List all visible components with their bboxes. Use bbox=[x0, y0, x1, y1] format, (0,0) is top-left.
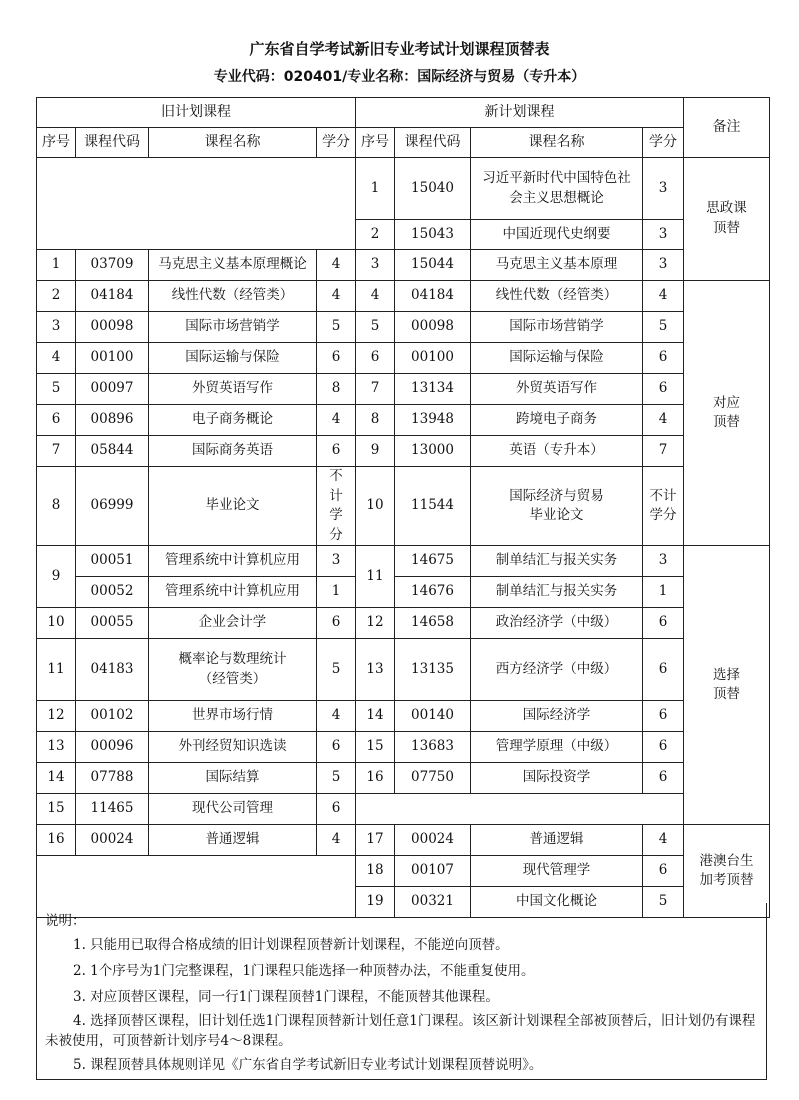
old-code: 00896 bbox=[76, 405, 149, 436]
table-row bbox=[37, 763, 770, 794]
old-credit: 1 bbox=[317, 577, 356, 608]
old-code: 00052 bbox=[76, 577, 149, 608]
old-seq: 6 bbox=[37, 405, 76, 436]
empty-old-cell bbox=[37, 158, 356, 250]
table-row bbox=[37, 281, 770, 312]
old-code: 04184 bbox=[76, 281, 149, 312]
old-name-header: 课程名称 bbox=[149, 128, 317, 158]
new-code: 14658 bbox=[395, 608, 471, 639]
new-seq: 9 bbox=[356, 436, 395, 467]
old-name: 线性代数（经管类） bbox=[149, 281, 317, 312]
table-row bbox=[37, 312, 770, 343]
new-credit: 4 bbox=[643, 281, 684, 312]
new-credit: 6 bbox=[643, 763, 684, 794]
old-name: 国际运输与保险 bbox=[149, 343, 317, 374]
old-code: 00055 bbox=[76, 608, 149, 639]
table-row bbox=[37, 343, 770, 374]
old-seq: 2 bbox=[37, 281, 76, 312]
old-code: 00102 bbox=[76, 701, 149, 732]
old-code: 00100 bbox=[76, 343, 149, 374]
new-credit: 6 bbox=[643, 701, 684, 732]
new-credit: 6 bbox=[643, 343, 684, 374]
new-credit: 3 bbox=[643, 250, 684, 281]
old-name: 普通逻辑 bbox=[149, 825, 317, 856]
table-row bbox=[37, 608, 770, 639]
new-credit: 7 bbox=[643, 436, 684, 467]
old-seq: 8 bbox=[37, 467, 76, 546]
old-name: 企业会计学 bbox=[149, 608, 317, 639]
old-credit: 5 bbox=[317, 312, 356, 343]
new-code: 15040 bbox=[395, 158, 471, 220]
remark-group: 港澳台生加考顶替 bbox=[684, 825, 770, 918]
new-code: 00107 bbox=[395, 856, 471, 887]
table-row bbox=[37, 639, 770, 701]
old-seq: 15 bbox=[37, 794, 76, 825]
old-seq: 1 bbox=[37, 250, 76, 281]
old-seq: 13 bbox=[37, 732, 76, 763]
new-code-header: 课程代码 bbox=[395, 128, 471, 158]
new-credit: 4 bbox=[643, 825, 684, 856]
new-plan-header: 新计划课程 bbox=[356, 98, 684, 128]
new-code: 13683 bbox=[395, 732, 471, 763]
old-credit: 5 bbox=[317, 639, 356, 701]
new-code: 00098 bbox=[395, 312, 471, 343]
table-row bbox=[37, 250, 770, 281]
new-code: 07750 bbox=[395, 763, 471, 794]
table-row bbox=[37, 577, 770, 608]
old-credit: 6 bbox=[317, 732, 356, 763]
new-code: 00024 bbox=[395, 825, 471, 856]
old-code: 00024 bbox=[76, 825, 149, 856]
new-credit: 5 bbox=[643, 312, 684, 343]
new-code: 14676 bbox=[395, 577, 471, 608]
page-subtitle: 专业代码：020401/专业名称：国际经济与贸易（专升本） bbox=[213, 69, 586, 85]
old-seq: 16 bbox=[37, 825, 76, 856]
new-credit: 4 bbox=[643, 405, 684, 436]
old-name: 外刊经贸知识选读 bbox=[149, 732, 317, 763]
new-seq: 19 bbox=[356, 887, 395, 918]
new-credit: 1 bbox=[643, 577, 684, 608]
new-credit: 3 bbox=[643, 158, 684, 220]
old-code: 00097 bbox=[76, 374, 149, 405]
old-code: 03709 bbox=[76, 250, 149, 281]
old-credit: 6 bbox=[317, 343, 356, 374]
new-code: 13134 bbox=[395, 374, 471, 405]
new-seq: 17 bbox=[356, 825, 395, 856]
old-code: 07788 bbox=[76, 763, 149, 794]
new-credit: 不计学分 bbox=[643, 467, 684, 546]
old-name: 毕业论文 bbox=[149, 467, 317, 546]
old-code: 05844 bbox=[76, 436, 149, 467]
new-code: 11544 bbox=[395, 467, 471, 546]
old-seq: 4 bbox=[37, 343, 76, 374]
new-name: 英语（专升本） bbox=[471, 436, 643, 467]
new-credit: 5 bbox=[643, 887, 684, 918]
new-code: 00100 bbox=[395, 343, 471, 374]
remarks-header: 备注 bbox=[684, 98, 770, 158]
new-seq: 6 bbox=[356, 343, 395, 374]
old-code: 00051 bbox=[76, 546, 149, 577]
new-name: 国际投资学 bbox=[471, 763, 643, 794]
new-seq: 2 bbox=[356, 220, 395, 250]
new-code: 15043 bbox=[395, 220, 471, 250]
old-name: 外贸英语写作 bbox=[149, 374, 317, 405]
old-seq-header: 序号 bbox=[37, 128, 76, 158]
new-name: 西方经济学（中级） bbox=[471, 639, 643, 701]
new-name: 中国近现代史纲要 bbox=[471, 220, 643, 250]
new-seq: 5 bbox=[356, 312, 395, 343]
old-credit: 8 bbox=[317, 374, 356, 405]
new-name: 外贸英语写作 bbox=[471, 374, 643, 405]
old-name: 世界市场行情 bbox=[149, 701, 317, 732]
old-seq: 12 bbox=[37, 701, 76, 732]
table-row bbox=[37, 374, 770, 405]
new-credit: 6 bbox=[643, 374, 684, 405]
new-name: 跨境电子商务 bbox=[471, 405, 643, 436]
new-seq: 13 bbox=[356, 639, 395, 701]
new-name: 管理学原理（中级） bbox=[471, 732, 643, 763]
table-row bbox=[37, 732, 770, 763]
table-row bbox=[37, 546, 770, 577]
new-name: 马克思主义基本原理 bbox=[471, 250, 643, 281]
old-credit: 4 bbox=[317, 701, 356, 732]
old-name: 管理系统中计算机应用 bbox=[149, 546, 317, 577]
note-item: 5. 课程顶替具体规则详见《广东省自学考试新旧专业考试计划课程顶替说明》。 bbox=[73, 1057, 543, 1073]
new-name: 制单结汇与报关实务 bbox=[471, 546, 643, 577]
old-name: 电子商务概论 bbox=[149, 405, 317, 436]
old-name: 国际市场营销学 bbox=[149, 312, 317, 343]
new-seq: 15 bbox=[356, 732, 395, 763]
new-credit: 6 bbox=[643, 856, 684, 887]
new-name: 线性代数（经管类） bbox=[471, 281, 643, 312]
note-item: 2. 1个序号为1门完整课程，1门课程只能选择一种顶替办法，不能重复使用。 bbox=[73, 963, 535, 979]
old-seq: 14 bbox=[37, 763, 76, 794]
new-code: 13948 bbox=[395, 405, 471, 436]
new-name: 国际经济学 bbox=[471, 701, 643, 732]
old-seq: 9 bbox=[37, 546, 76, 608]
old-seq: 7 bbox=[37, 436, 76, 467]
new-code: 15044 bbox=[395, 250, 471, 281]
old-code: 11465 bbox=[76, 794, 149, 825]
notes-box bbox=[36, 903, 767, 1080]
new-seq-header: 序号 bbox=[356, 128, 395, 158]
new-credit: 6 bbox=[643, 732, 684, 763]
old-credit: 6 bbox=[317, 608, 356, 639]
old-seq: 3 bbox=[37, 312, 76, 343]
old-code: 06999 bbox=[76, 467, 149, 546]
old-code-header: 课程代码 bbox=[76, 128, 149, 158]
old-name: 国际商务英语 bbox=[149, 436, 317, 467]
new-name: 普通逻辑 bbox=[471, 825, 643, 856]
old-credit: 4 bbox=[317, 405, 356, 436]
new-name: 政治经济学（中级） bbox=[471, 608, 643, 639]
new-code: 13135 bbox=[395, 639, 471, 701]
new-seq: 8 bbox=[356, 405, 395, 436]
new-seq: 11 bbox=[356, 546, 395, 608]
new-name: 中国文化概论 bbox=[471, 887, 643, 918]
old-credit-header: 学分 bbox=[317, 128, 356, 158]
old-seq: 10 bbox=[37, 608, 76, 639]
new-seq: 7 bbox=[356, 374, 395, 405]
remark-group: 对应顶替 bbox=[684, 281, 770, 546]
new-credit: 6 bbox=[643, 639, 684, 701]
page-title: 广东省自学考试新旧专业考试计划课程顶替表 bbox=[249, 40, 550, 58]
table-row bbox=[37, 856, 770, 887]
table-row bbox=[37, 467, 770, 546]
notes-heading: 说明： bbox=[45, 913, 86, 929]
new-credit: 6 bbox=[643, 608, 684, 639]
remark-group: 思政课顶替 bbox=[684, 158, 770, 281]
new-name: 国际经济与贸易毕业论文 bbox=[471, 467, 643, 546]
new-credit: 3 bbox=[643, 220, 684, 250]
new-code: 04184 bbox=[395, 281, 471, 312]
old-credit: 5 bbox=[317, 763, 356, 794]
note-item: 1. 只能用已取得合格成绩的旧计划课程顶替新计划课程，不能逆向顶替。 bbox=[73, 937, 509, 953]
table-row bbox=[37, 436, 770, 467]
old-name: 管理系统中计算机应用 bbox=[149, 577, 317, 608]
table-row bbox=[37, 701, 770, 732]
empty-new-cell bbox=[356, 794, 684, 825]
old-credit: 4 bbox=[317, 825, 356, 856]
table-row bbox=[37, 825, 770, 856]
old-name: 马克思主义基本原理概论 bbox=[149, 250, 317, 281]
table-row bbox=[37, 158, 770, 220]
old-name: 国际结算 bbox=[149, 763, 317, 794]
old-credit: 6 bbox=[317, 794, 356, 825]
old-credit: 不计学分 bbox=[317, 467, 356, 546]
new-seq: 14 bbox=[356, 701, 395, 732]
old-seq: 5 bbox=[37, 374, 76, 405]
remark-group: 选择顶替 bbox=[684, 546, 770, 825]
table-row bbox=[37, 405, 770, 436]
old-code: 04183 bbox=[76, 639, 149, 701]
new-name: 国际市场营销学 bbox=[471, 312, 643, 343]
new-code: 00140 bbox=[395, 701, 471, 732]
new-seq: 12 bbox=[356, 608, 395, 639]
old-code: 00096 bbox=[76, 732, 149, 763]
old-credit: 4 bbox=[317, 281, 356, 312]
new-name: 现代管理学 bbox=[471, 856, 643, 887]
old-credit: 6 bbox=[317, 436, 356, 467]
new-seq: 3 bbox=[356, 250, 395, 281]
old-credit: 4 bbox=[317, 250, 356, 281]
note-item: 3. 对应顶替区课程，同一行1门课程顶替1门课程，不能顶替其他课程。 bbox=[73, 989, 499, 1005]
new-code: 00321 bbox=[395, 887, 471, 918]
new-seq: 4 bbox=[356, 281, 395, 312]
new-code: 13000 bbox=[395, 436, 471, 467]
new-name-header: 课程名称 bbox=[471, 128, 643, 158]
old-name: 现代公司管理 bbox=[149, 794, 317, 825]
old-plan-header: 旧计划课程 bbox=[37, 98, 356, 128]
new-seq: 16 bbox=[356, 763, 395, 794]
note-item: 4. 选择顶替区课程，旧计划任选1门课程顶替新计划任意1门课程。该区新计划课程全部被顶替后，旧计划仍有课程未被使用，可顶替新计划序号4～8课程。 bbox=[45, 1013, 756, 1049]
new-code: 14675 bbox=[395, 546, 471, 577]
new-seq: 18 bbox=[356, 856, 395, 887]
new-seq: 10 bbox=[356, 467, 395, 546]
old-code: 00098 bbox=[76, 312, 149, 343]
new-credit-header: 学分 bbox=[643, 128, 684, 158]
old-credit: 3 bbox=[317, 546, 356, 577]
new-name: 习近平新时代中国特色社会主义思想概论 bbox=[471, 158, 643, 220]
old-name: 概率论与数理统计（经管类） bbox=[149, 639, 317, 701]
new-credit: 3 bbox=[643, 546, 684, 577]
new-name: 国际运输与保险 bbox=[471, 343, 643, 374]
table-row bbox=[37, 794, 770, 825]
replacement-table bbox=[36, 97, 770, 918]
old-seq: 11 bbox=[37, 639, 76, 701]
new-seq: 1 bbox=[356, 158, 395, 220]
new-name: 制单结汇与报关实务 bbox=[471, 577, 643, 608]
